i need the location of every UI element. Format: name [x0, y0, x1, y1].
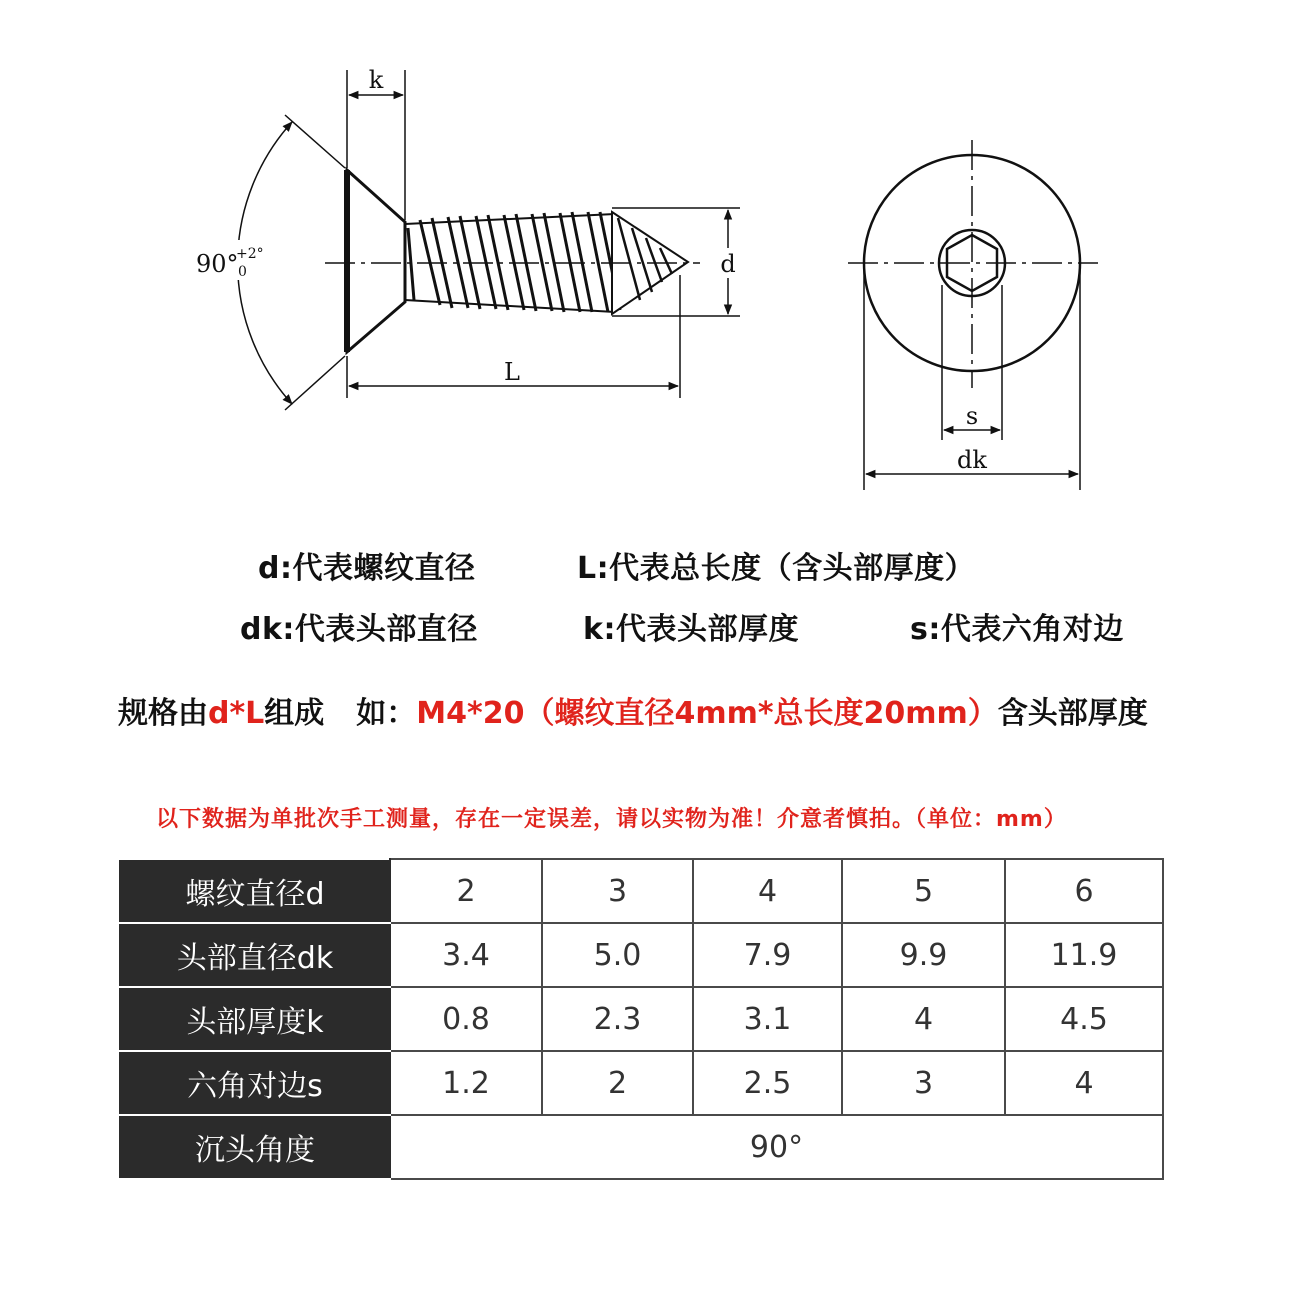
table-cell: 9.9	[842, 923, 1005, 987]
thread-lines	[408, 212, 620, 312]
table-cell: 2.5	[693, 1051, 842, 1115]
table-cell: 2	[390, 859, 542, 923]
legend-s: s:代表六角对边	[910, 612, 1124, 647]
angle-label: 90°	[196, 250, 239, 278]
table-cell: 1.2	[390, 1051, 542, 1115]
table-cell: 4	[693, 859, 842, 923]
table-row	[120, 859, 1163, 923]
row-header: 头部直径dk	[120, 923, 390, 987]
L-label: L	[504, 358, 520, 386]
table-cell: 5.0	[542, 923, 693, 987]
legend-dk: dk:代表头部直径	[240, 612, 478, 647]
table-cell: 0.8	[390, 987, 542, 1051]
measurement-notice: 以下数据为单批次手工测量，存在一定误差，请以实物为准！介意者慎拍。（单位：mm）	[156, 807, 1067, 832]
table-cell: 2.3	[542, 987, 693, 1051]
table-row	[120, 1115, 1163, 1179]
table-cell: 3	[842, 1051, 1005, 1115]
table-cell: 4	[1005, 1051, 1163, 1115]
table-row	[120, 987, 1163, 1051]
table-cell: 3.1	[693, 987, 842, 1051]
spec-formula-suffix: 组成	[264, 696, 325, 731]
spec-example-label: 如：	[356, 696, 417, 731]
table-row	[120, 1051, 1163, 1115]
legend-L: L:代表总长度（含头部厚度）	[577, 551, 976, 586]
row-header: 螺纹直径d	[120, 859, 390, 923]
s-label: s	[965, 402, 979, 430]
k-label: k	[368, 66, 384, 94]
angle-tolerance-upper: +2°	[236, 246, 264, 262]
table-cell: 4	[842, 987, 1005, 1051]
spec-line	[118, 688, 1148, 732]
table-row	[120, 923, 1163, 987]
table-cell: 4.5	[1005, 987, 1163, 1051]
spec-example: M4*20（螺纹直径4mm*总长度20mm）	[416, 696, 998, 731]
spec-suffix: 含头部厚度	[997, 696, 1148, 731]
table-cell: 2	[542, 1051, 693, 1115]
spec-formula: d*L	[208, 696, 265, 731]
row-header: 六角对边s	[120, 1051, 390, 1115]
table-cell: 11.9	[1005, 923, 1163, 987]
row-header: 沉头角度	[120, 1115, 390, 1179]
angle-value-cell: 90°	[390, 1115, 1163, 1179]
screw-side-view	[325, 170, 700, 352]
dk-label: dk	[957, 446, 987, 474]
legend-d: d:代表螺纹直径	[258, 551, 476, 586]
table-cell: 3	[542, 859, 693, 923]
spec-prefix: 规格由	[118, 696, 208, 731]
d-label: d	[720, 250, 736, 278]
table-cell: 3.4	[390, 923, 542, 987]
spec-table	[119, 858, 1164, 1180]
row-header: 头部厚度k	[120, 987, 390, 1051]
table-cell: 6	[1005, 859, 1163, 923]
angle-tolerance-lower: 0	[238, 264, 247, 280]
table-cell: 5	[842, 859, 1005, 923]
table-cell: 7.9	[693, 923, 842, 987]
screw-top-view	[848, 140, 1098, 388]
screw-technical-drawing	[0, 0, 1310, 520]
legend-k: k:代表头部厚度	[583, 612, 799, 647]
